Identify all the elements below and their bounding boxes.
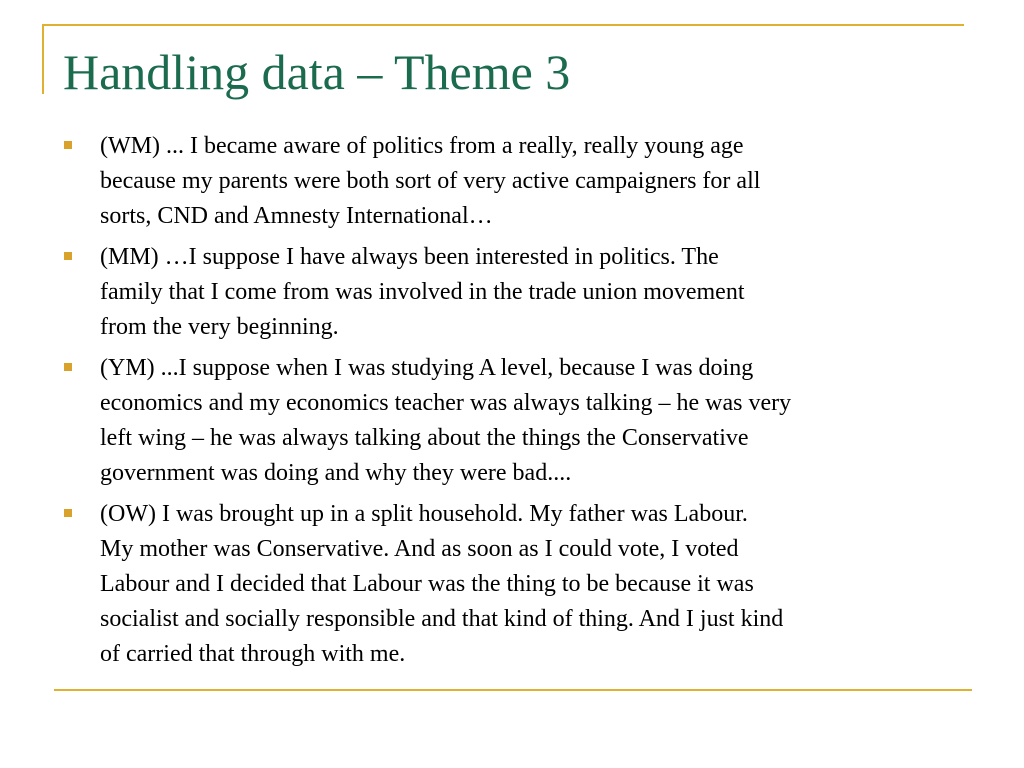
bullet-item-mm: [64, 240, 969, 345]
title-frame-left-line: [42, 24, 44, 94]
footer-divider-line: [54, 689, 972, 691]
square-bullet-icon: [64, 363, 72, 371]
title-frame-top-line: [42, 24, 964, 26]
square-bullet-icon: [64, 509, 72, 517]
bullet-item-ym: [64, 351, 969, 491]
bullet-list: [64, 129, 969, 678]
bullet-text-wm: (WM) ... I became aware of politics from a really, really young age because my parents were both sort of very active campaigners for all sorts, CND and Amnesty International…: [100, 133, 761, 229]
bullet-text-ow: (OW) I was brought up in a split household. My father was Labour. My mother was Conservative. And as soon as I could vote, I voted Labour and I decided that Labour was the thing to be because it was socialist and socially responsible and that kind of thing. And I just kind of carried that through with me.: [100, 501, 784, 667]
square-bullet-icon: [64, 252, 72, 260]
bullet-text-ym: (YM) ...I suppose when I was studying A level, because I was doing economics and my economics teacher was always talking – he was very left wing – he was always talking about the things the Conservative government was doing and why they were bad....: [100, 355, 792, 486]
bullet-item-wm: [64, 129, 969, 234]
square-bullet-icon: [64, 141, 72, 149]
bullet-text-mm: (MM) …I suppose I have always been interested in politics. The family that I come from was involved in the trade union movement from the very beginning.: [100, 244, 745, 340]
bullet-item-ow: [64, 497, 969, 672]
slide-title: Handling data – Theme 3: [63, 44, 571, 100]
